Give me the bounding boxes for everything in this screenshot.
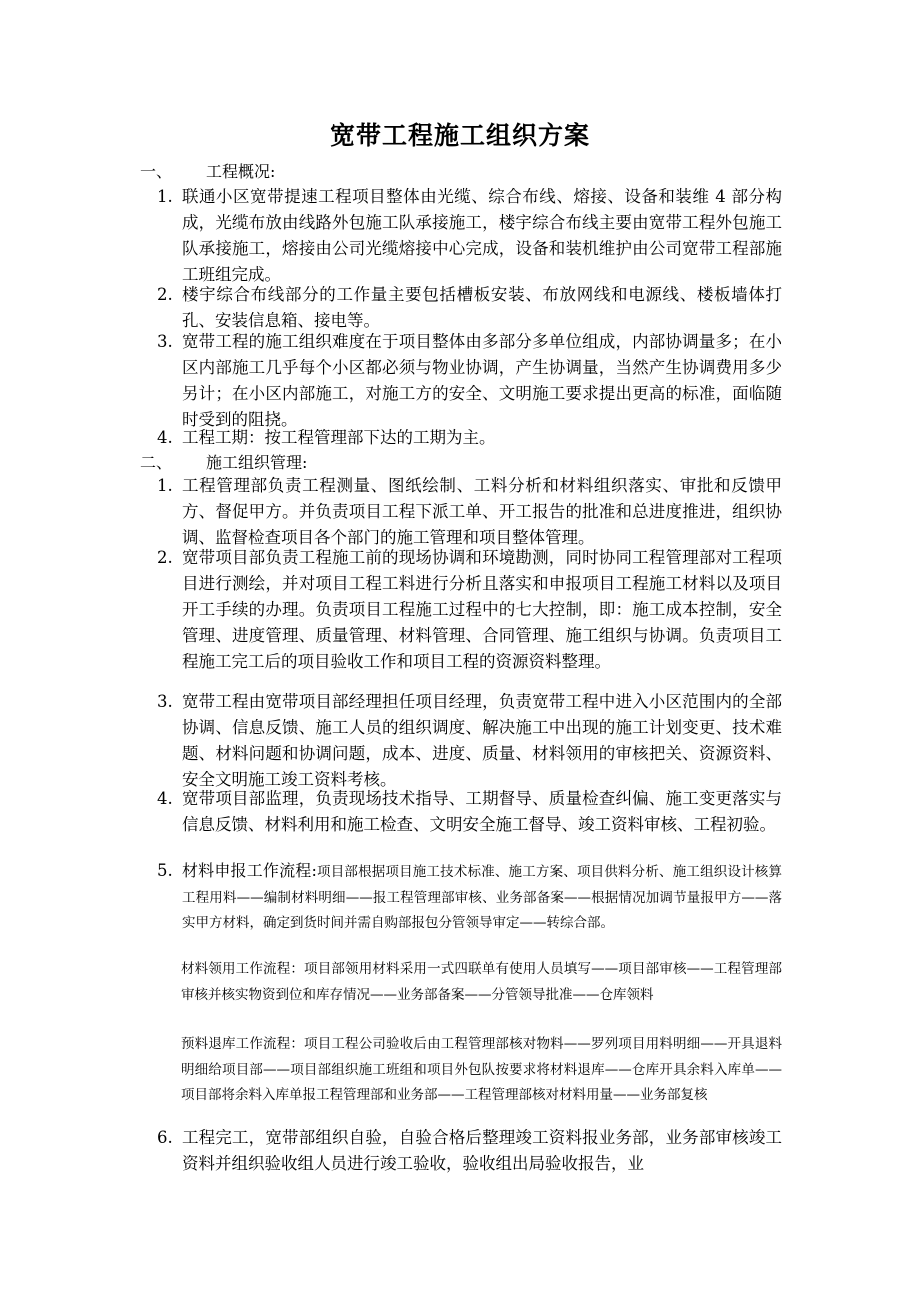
item-number: 1. bbox=[157, 187, 173, 206]
list-item bbox=[157, 545, 782, 675]
item-lead: 材料申报工作流程: bbox=[182, 861, 317, 880]
list-item bbox=[157, 1125, 782, 1177]
list-item bbox=[157, 473, 782, 551]
document-title: 宽带工程施工组织方案 bbox=[329, 121, 590, 150]
item-number: 3. bbox=[157, 692, 173, 711]
list-item bbox=[157, 329, 782, 433]
list-item bbox=[157, 689, 782, 793]
item-text: 工程管理部负责工程测量、图纸绘制、工料分析和材料组织落实、审批和反馈甲方、督促甲方。并负责项目工程下派工单、开工报告的批准和总进度推进，组织协调、监督检查项目各个部门的施工管理和项目整体管理。 bbox=[182, 476, 782, 547]
item-number: 4. bbox=[157, 789, 173, 808]
list-item bbox=[157, 858, 782, 937]
section-heading-1 bbox=[140, 159, 275, 185]
item-text: 宽带工程的施工组织难度在于项目整体由多部分多单位组成，内部协调量多；在小区内部施工几乎每个小区都必须与物业协调，产生协调量，当然产生协调费用多少另计；在小区内部施工，对施工方的安全、文明施工要求提出更高的标准，面临随时受到的阻挠。 bbox=[182, 332, 782, 429]
list-item bbox=[157, 786, 782, 838]
item-text: 宽带工程由宽带项目部经理担任项目经理，负责宽带工程中进入小区范围内的全部协调、信息反馈、施工人员的组织调度、解决施工中出现的施工计划变更、技术难题、材料问题和协调问题，成本、进度、质量、材料领用的审核把关、资源资料、安全文明施工竣工资料考核。 bbox=[182, 692, 782, 789]
item-text bbox=[182, 858, 782, 937]
item-text: 工程完工，宽带部组织自验，自验合格后整理竣工资料报业务部，业务部审核竣工资料并组织验收组人员进行竣工验收，验收组出局验收报告，业 bbox=[182, 1128, 782, 1173]
item-text: 工程工期：按工程管理部下达的工期为主。 bbox=[182, 428, 496, 447]
item-number: 6. bbox=[157, 1128, 173, 1147]
list-item bbox=[157, 425, 782, 451]
item-number: 5. bbox=[157, 861, 173, 880]
item-text: 楼宇综合布线部分的工作量主要包括槽板安装、布放网线和电源线、楼板墙体打孔、安装信息箱、接电等。 bbox=[182, 285, 782, 330]
section-number: 一、 bbox=[140, 162, 173, 181]
item-text: 宽带项目部监理，负责现场技术指导、工期督导、质量检查纠偏、施工变更落实与信息反馈、材料利用和施工检查、文明安全施工督导、竣工资料审核、工程初验。 bbox=[182, 789, 782, 834]
workflow-paragraph: 材料领用工作流程：项目部领用材料采用一式四联单有使用人员填写——项目部审核——工程管理部审核并核实物资到位和库存情况——业务部备案——分管领导批准——仓库领料 bbox=[181, 961, 782, 1003]
item-number: 3. bbox=[157, 332, 173, 351]
item-body: 项目部根据项目施工技术标准、施工方案、项目供料分析、施工组织设计核算工程用料——编制材料明细——报工程管理部审核、业务部备案——根据情况加调节量报甲方——落实甲方材料，确定到货时间并需自购部报包分管领导审定——转综合部。 bbox=[182, 864, 782, 931]
section-title: 工程概况: bbox=[206, 162, 276, 181]
item-number: 1. bbox=[157, 476, 173, 495]
list-item bbox=[157, 282, 782, 334]
section-number: 二、 bbox=[140, 453, 173, 472]
list-item bbox=[157, 184, 782, 288]
item-number: 4. bbox=[157, 428, 173, 447]
item-text: 联通小区宽带提速工程项目整体由光缆、综合布线、熔接、设备和装维 4 部分构成，光缆布放由线路外包施工队承接施工，楼宇综合布线主要由宽带工程外包施工队承接施工，熔接由公司光缆熔接中心完成，设备和装机维护由公司宽带工程部施工班组完成。 bbox=[182, 187, 782, 284]
item-number: 2. bbox=[157, 285, 173, 304]
item-number: 2. bbox=[157, 548, 173, 567]
item-text: 宽带项目部负责工程施工前的现场协调和环境勘测，同时协同工程管理部对工程项目进行测绘，并对项目工程工料进行分析且落实和申报项目工程施工材料以及项目开工手续的办理。负责项目工程施工过程中的七大控制，即：施工成本控制，安全管理、进度管理、质量管理、材料管理、合同管理、施工组织与协调。负责项目工程施工完工后的项目验收工作和项目工程的资源资料整理。 bbox=[182, 548, 782, 671]
section-title: 施工组织管理: bbox=[206, 453, 308, 472]
workflow-paragraph: 预料退库工作流程：项目工程公司验收后由工程管理部核对物料——罗列项目用料明细——开具退料明细给项目部——项目部组织施工班组和项目外包队按要求将材料退库——仓库开具余料入库单——项目部将余料入库单报工程管理部和业务部——工程管理部核对材料用量——业务部复核 bbox=[181, 1036, 782, 1103]
